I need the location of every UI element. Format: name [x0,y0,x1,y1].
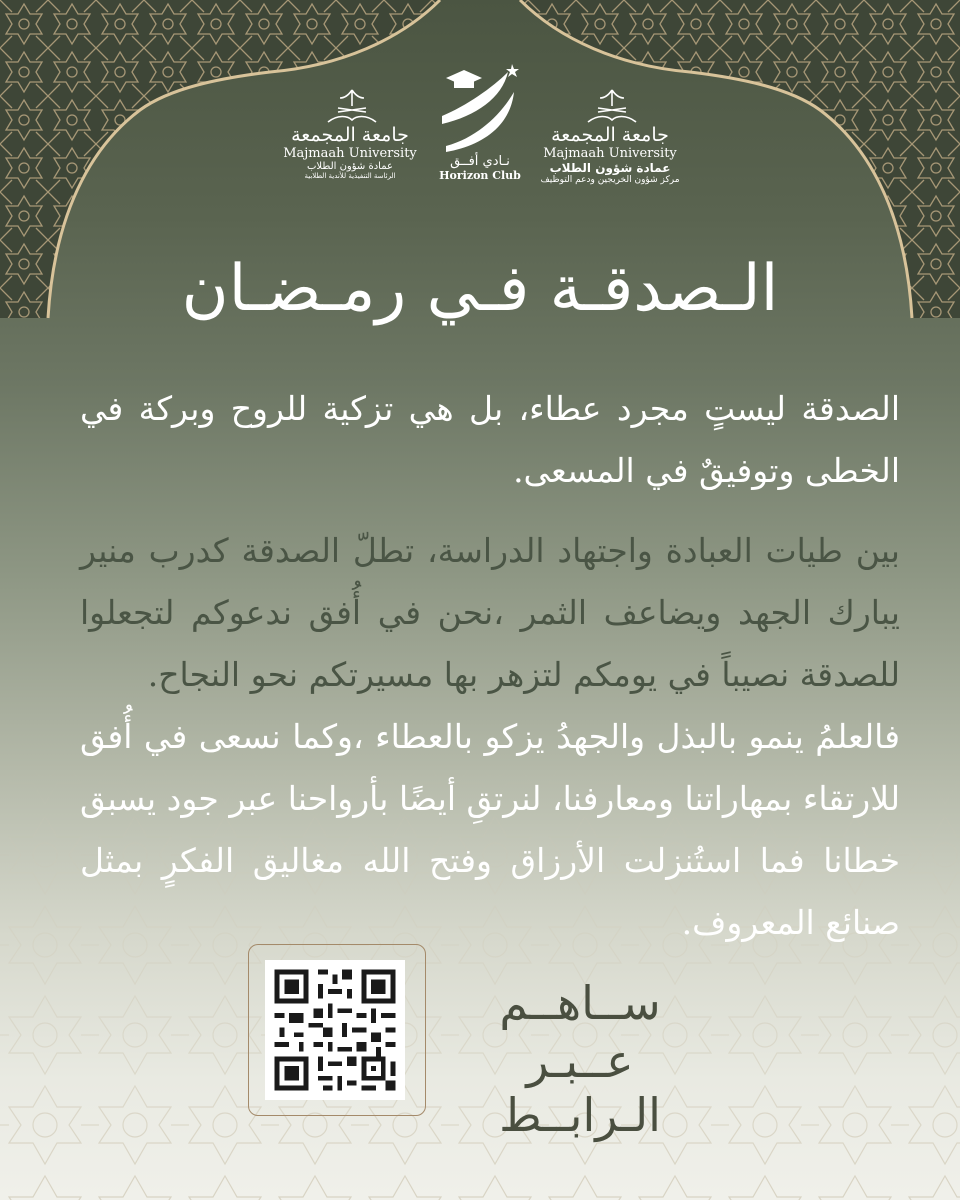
palm-and-swords-emblem-icon [320,86,384,126]
graduate-horizon-logo-icon [436,58,526,158]
club-name-en: Horizon Club [439,169,521,182]
paragraph-1: الصدقة ليستٍ مجرد عطاء، بل هي تزكية للروح وبركة في الخطى وتوفيقٌ في المسعى. [80,389,900,490]
university-name-ar: جامعة المجمعة [551,124,669,146]
left-logo-text [270,124,430,180]
deanship-name: عمادة شؤون الطلاب [307,161,393,172]
executive-name: الرئاسة التنفيذية للأندية الطلابية [304,172,396,180]
center-logo-text [420,154,540,182]
palm-and-swords-emblem-icon [580,86,644,126]
page-title: الـصدقـة فـي رمـضـان [181,252,779,326]
right-logo-text [520,124,700,185]
cta-line-contribute: ســاهــم [499,976,661,1030]
paragraph-3: فالعلمُ ينمو بالبذل والجهدُ يزكو بالعطاء ،وكما نسعى في أُفق للارتقاء بمهاراتنا ومعارفنا، لنرتقِ أيضًا بأرواحنا عبر جود يسبق خطانا فما استُنزلت الأرزاق وفتح الله مغاليق الفكرٍ بمثل صنائع المعروف. [80,717,900,942]
qr-code[interactable] [265,960,405,1100]
university-name-en: Majmaah University [283,146,417,161]
university-name-ar: جامعة المجمعة [291,124,409,146]
qr-code-icon [265,960,405,1100]
center-name: مركز شؤون الخريجين ودعم التوظيف [540,175,680,185]
paragraph-2: بين طيات العبادة واجتهاد الدراسة، تطلّ الصدقة كدرب منير يبارك الجهد ويضاعف الثمر ،نحن في أُفق ندعوكم لتجعلوا للصدقة نصيباً في يومكم لتزهر بها مسيرتكم نحو النجاح. [80,531,900,694]
university-name-en: Majmaah University [543,146,677,161]
header-logos [0,0,960,220]
deanship-name: عمادة شؤون الطلاب [549,161,671,175]
cta-line-via-link: عــبـر الـرابــط [499,1034,661,1142]
club-name-ar: نـادي أفــق [450,154,510,169]
